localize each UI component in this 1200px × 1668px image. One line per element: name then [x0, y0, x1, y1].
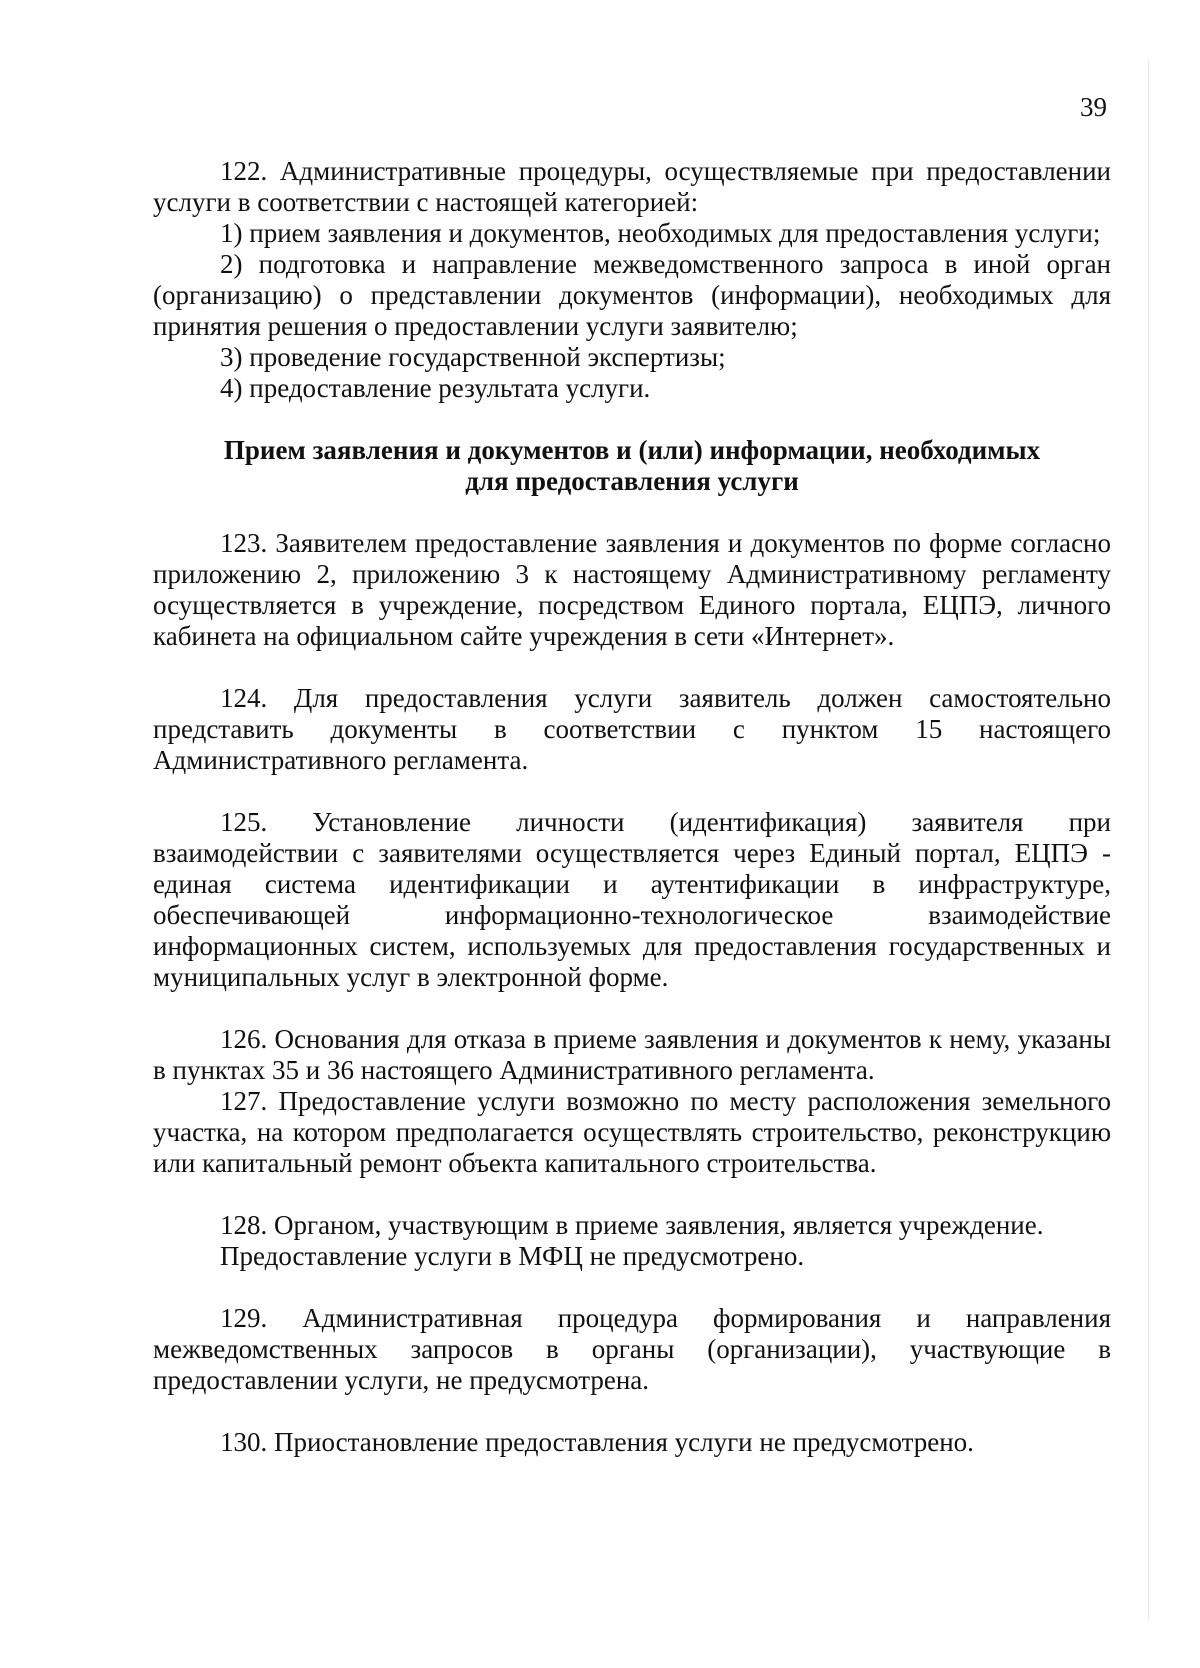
paragraph-129: 129. Административная процедура формирования и направления межведомственных запросов в органы (организации), участвующие в предоставлении услуги, не предусмотрена. — [153, 1303, 1111, 1395]
paragraph-126: 126. Основания для отказа в приеме заявления и документов к нему, указаны в пунктах 35 и 36 настоящего Административного регламента. — [153, 1024, 1111, 1085]
section-heading-line-1: Прием заявления и документов и (или) информации, необходимых — [223, 435, 1041, 465]
paragraph-124: 124. Для предоставления услуги заявитель должен самостоятельно представить документы в соответствии с пунктом 15 настоящего Административного регламента. — [153, 683, 1111, 775]
paragraph-128-note: Предоставление услуги в МФЦ не предусмотрено. — [220, 1241, 805, 1271]
paragraph-130: 130. Приостановление предоставления услуги не предусмотрено. — [220, 1427, 974, 1457]
list-item-4: 4) предоставление результата услуги. — [220, 373, 651, 403]
paragraph-127: 127. Предоставление услуги возможно по месту расположения земельного участка, на котором предполагается осуществлять строительство, реконструкцию или капитальный ремонт объекта капитального строительства. — [153, 1086, 1111, 1178]
scan-edge-mark — [1148, 60, 1149, 1620]
paragraph-123: 123. Заявителем предоставление заявления и документов по форме согласно приложению 2, приложению 3 к настоящему Административному регламенту осуществляется в учреждение, посредством Единого портала, ЕЦПЭ, личного кабинета на официальном сайте учреждения в сети «Интернет». — [153, 528, 1111, 651]
section-heading — [153, 435, 1111, 497]
paragraph-125: 125. Установление личности (идентификация) заявителя при взаимодействии с заявителями осуществляется через Единый портал, ЕЦПЭ - единая система идентификации и аутентификации в инфраструктуре, обеспечивающей информационно-технологическое взаимодействие информационных систем, используемых для предоставления государственных и муниципальных услуг в электронной форме. — [153, 807, 1111, 992]
list-item-2: 2) подготовка и направление межведомственного запроса в иной орган (организацию) о представлении документов (информации), необходимых для принятия решения о предоставлении услуги заявителю; — [153, 249, 1111, 341]
paragraph-122: 122. Административные процедуры, осуществляемые при предоставлении услуги в соответствии с настоящей категорией: — [153, 156, 1111, 217]
document-body — [153, 156, 1111, 1458]
paragraph-128: 128. Органом, участвующим в приеме заявления, является учреждение. — [220, 1210, 1044, 1240]
list-item-1: 1) прием заявления и документов, необходимых для предоставления услуги; — [220, 218, 1101, 248]
section-heading-line-2: для предоставления услуги — [465, 466, 799, 496]
page-number: 39 — [1080, 92, 1107, 122]
list-item-3: 3) проведение государственной экспертизы; — [220, 342, 726, 372]
